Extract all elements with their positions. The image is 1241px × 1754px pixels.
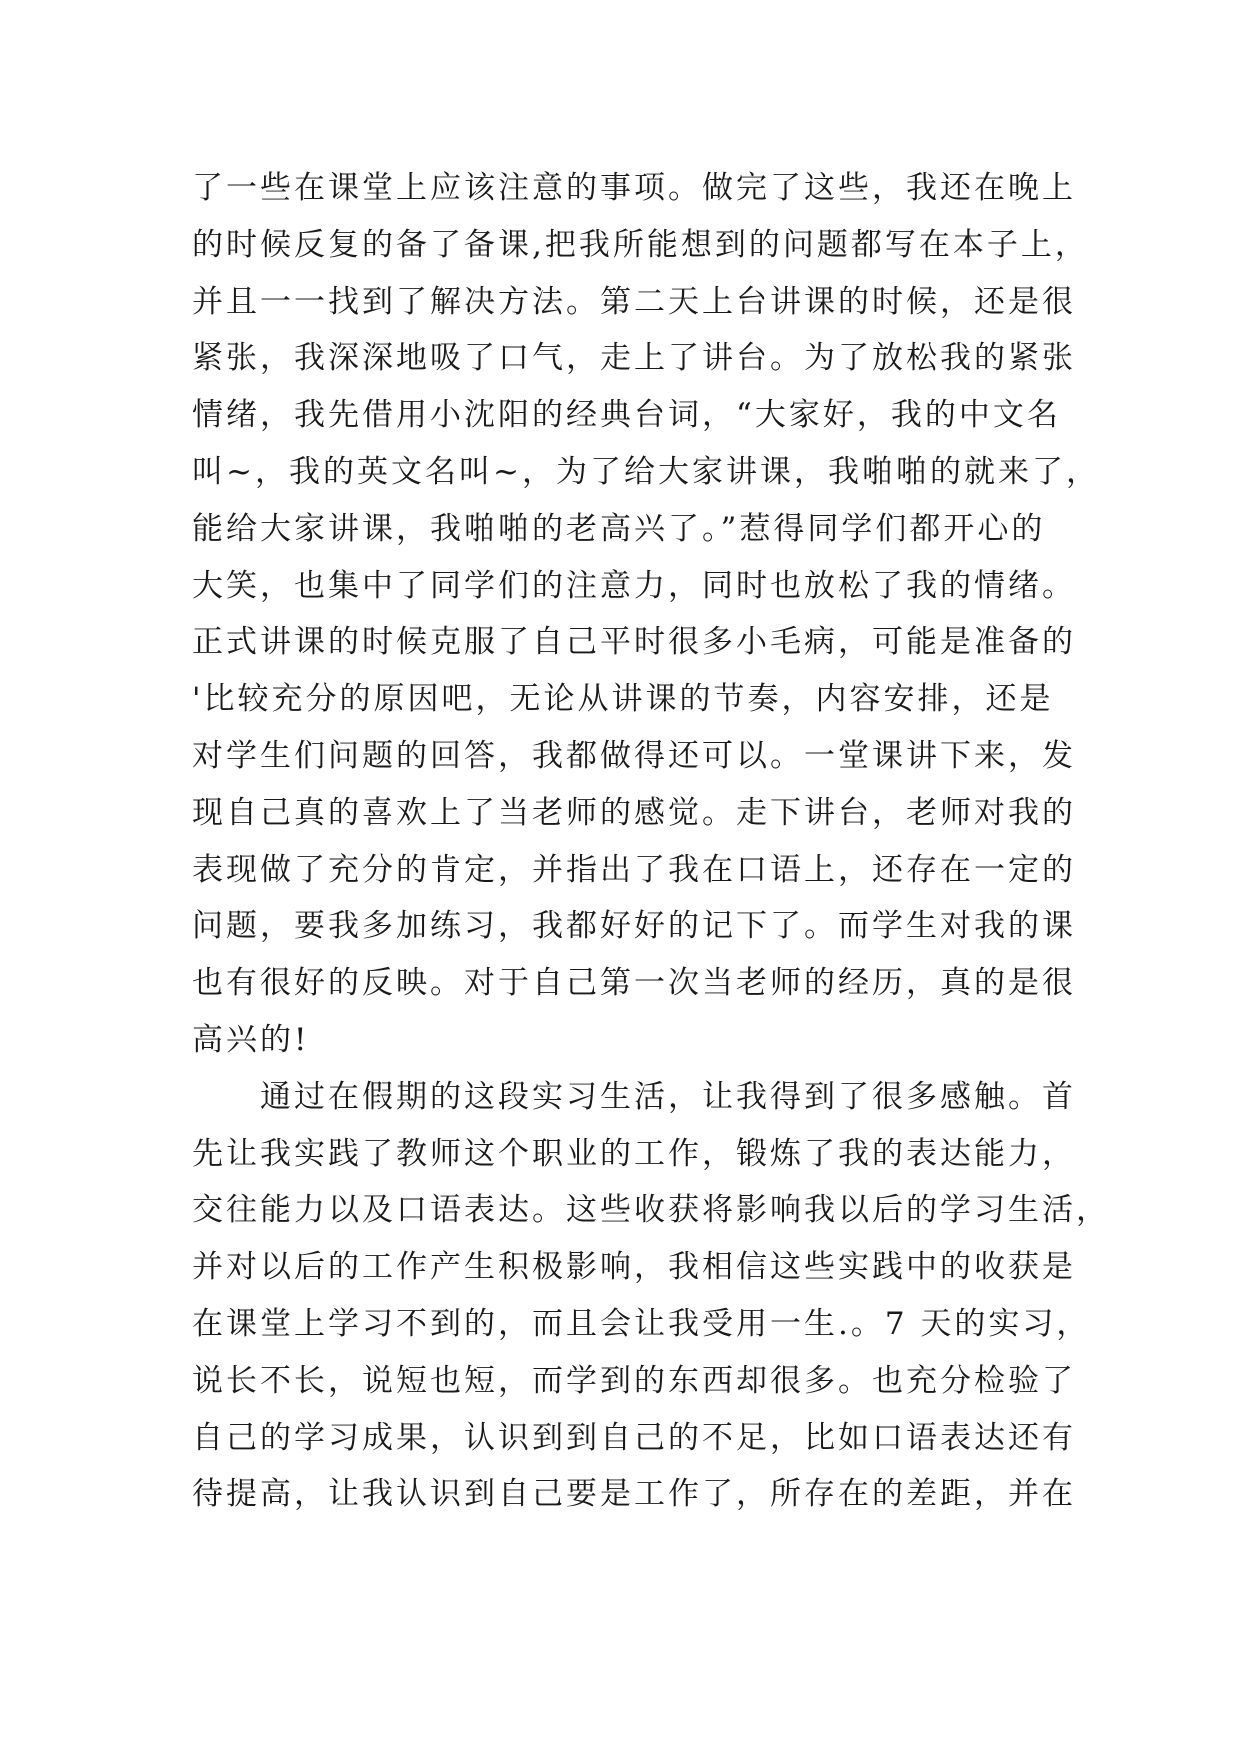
text-line: 自己的学习成果，认识到到自己的不足，比如口语表达还有 bbox=[192, 1419, 1076, 1456]
text-line: 也有很好的反映。对于自己第一次当老师的经历，真的是很 bbox=[192, 965, 1076, 1002]
text-line: 高兴的! bbox=[192, 1021, 310, 1058]
text-line: 叫~，我的英文名叫~，为了给大家讲课，我啪啪的就来了， bbox=[192, 453, 1100, 490]
text-line: 情绪，我先借用小沈阳的经典台词，“大家好，我的中文名 bbox=[192, 397, 1061, 434]
text-line: 说长不长，说短也短，而学到的东西却很多。也充分检验了 bbox=[192, 1362, 1076, 1399]
text-line: '比较充分的原因吧，无论从讲课的节奏，内容安排，还是 bbox=[192, 681, 1054, 718]
text-line: 的时候反复的备了备课,把我所能想到的问题都写在本子上， bbox=[192, 226, 1089, 263]
text-line: 紧张，我深深地吸了口气，走上了讲台。为了放松我的紧张 bbox=[192, 340, 1076, 377]
text-line: 对学生们问题的回答，我都做得还可以。一堂课讲下来，发 bbox=[192, 737, 1076, 774]
text-line: 先让我实践了教师这个职业的工作，锻炼了我的表达能力， bbox=[192, 1135, 1076, 1172]
text-line: 待提高，让我认识到自己要是工作了，所存在的差距，并在 bbox=[192, 1476, 1076, 1513]
text-line: 并且一一找到了解决方法。第二天上台讲课的时候，还是很 bbox=[192, 283, 1076, 320]
text-line: 问题，要我多加练习，我都好好的记下了。而学生对我的课 bbox=[192, 908, 1076, 945]
text-line: 了一些在课堂上应该注意的事项。做完了这些，我还在晚上 bbox=[192, 170, 1076, 206]
text-line: 现自己真的喜欢上了当老师的感觉。走下讲台，老师对我的 bbox=[192, 794, 1076, 831]
text-line: 表现做了充分的肯定，并指出了我在口语上，还存在一定的 bbox=[192, 851, 1076, 888]
text-line: 在课堂上学习不到的，而且会让我受用一生.。7 天的实习， bbox=[192, 1305, 1091, 1342]
text-line: 交往能力以及口语表达。这些收获将影响我以后的学习生活， bbox=[192, 1192, 1110, 1229]
text-line: 大笑，也集中了同学们的注意力，同时也放松了我的情绪。 bbox=[192, 567, 1076, 604]
paragraph-start-line: 通过在假期的这段实习生活，让我得到了很多感触。首 bbox=[192, 1078, 1076, 1115]
body-text bbox=[192, 160, 1110, 1523]
text-line: 并对以后的工作产生积极影响，我相信这些实践中的收获是 bbox=[192, 1249, 1076, 1286]
text-line: 能给大家讲课，我啪啪的老高兴了。”惹得同学们都开心的 bbox=[192, 510, 1046, 547]
text-line: 正式讲课的时候克服了自己平时很多小毛病，可能是准备的 bbox=[192, 624, 1076, 661]
